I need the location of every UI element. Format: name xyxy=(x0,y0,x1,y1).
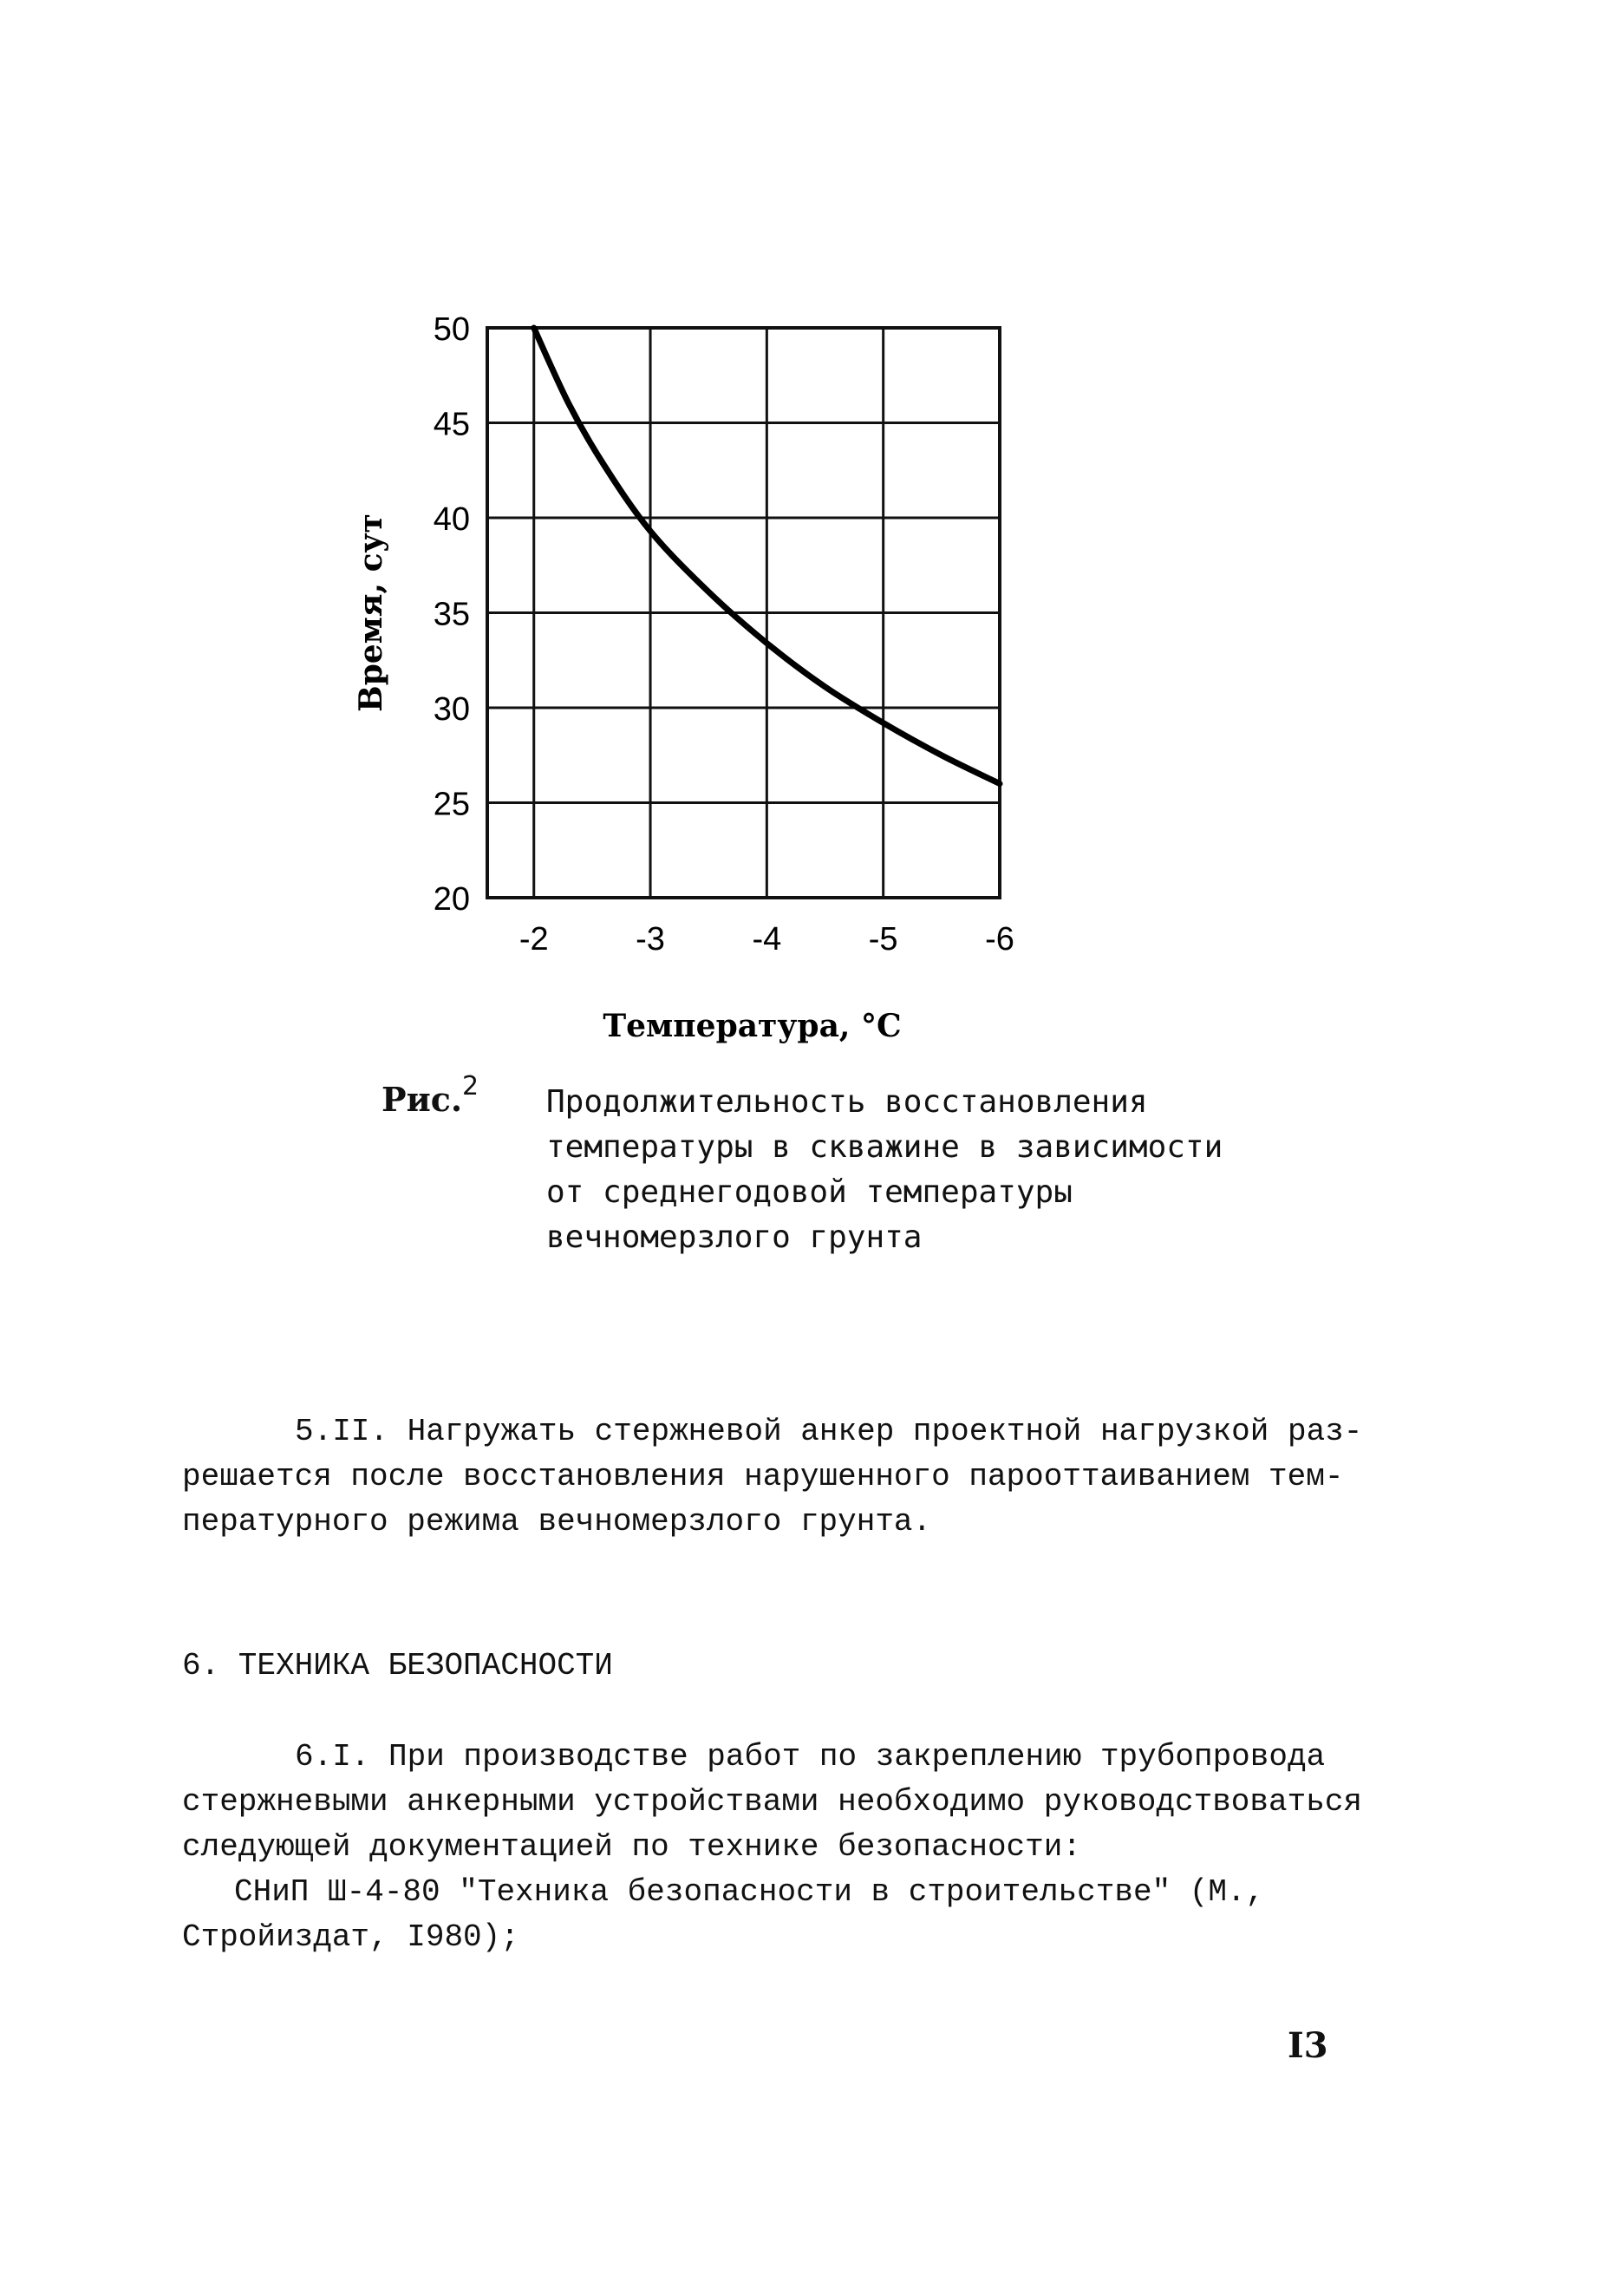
page-number: I3 xyxy=(1288,2025,1328,2066)
caption-line: температуры в скважине в зависимости xyxy=(546,1129,1223,1165)
paragraph-line: 5.II. Нагружать стержневой анкер проектной нагрузкой раз- xyxy=(295,1414,1363,1449)
paragraph-5-11 xyxy=(182,1409,1363,1545)
x-tick-label: -4 xyxy=(752,921,782,958)
y-tick-label: 30 xyxy=(433,691,470,728)
paragraph-line: следующей документацией по технике безопасности: xyxy=(182,1829,1081,1865)
paragraph-line: решается после восстановления нарушенного парооттаиванием тем- xyxy=(182,1459,1344,1494)
x-tick-label: -3 xyxy=(636,921,665,958)
figure-label: Рис. xyxy=(382,1080,463,1119)
caption-line: вечномерзлого грунта xyxy=(546,1219,923,1255)
y-tick-label: 45 xyxy=(433,406,470,443)
section-heading: 6. ТЕХНИКА БЕЗОПАСНОСТИ xyxy=(182,1648,613,1683)
temperature-recovery-chart xyxy=(329,295,1110,1044)
y-tick-label: 40 xyxy=(433,501,470,538)
chart-grid xyxy=(487,328,1000,898)
caption-line: от среднегодовой температуры xyxy=(546,1174,1073,1210)
x-axis-label: Температура, °C xyxy=(603,1008,902,1044)
x-tick-label: -2 xyxy=(519,921,549,958)
paragraph-line: СНиП Ш-4-80 "Техника безопасности в строительстве" (М., xyxy=(234,1874,1265,1910)
caption-line: Продолжительность восстановления xyxy=(546,1084,1148,1120)
paragraph-line: Стройиздат, I980); xyxy=(182,1919,519,1955)
y-tick-labels xyxy=(434,311,470,918)
paragraph-line: стержневыми анкерными устройствами необходимо руководствоваться xyxy=(182,1784,1363,1820)
paragraph-line: пературного режима вечномерзлого грунта. xyxy=(182,1504,932,1539)
x-tick-label: -5 xyxy=(868,921,898,958)
paragraph-line: 6.I. При производстве работ по закреплению трубопровода xyxy=(295,1739,1326,1775)
x-tick-label: -6 xyxy=(985,921,1014,958)
x-tick-labels xyxy=(519,921,1014,958)
y-axis-label: Время, сут xyxy=(353,513,389,712)
y-tick-label: 25 xyxy=(433,786,470,823)
y-tick-label: 50 xyxy=(433,311,470,348)
paragraph-6-1 xyxy=(182,1735,1363,1960)
figure-number: 2 xyxy=(462,1071,479,1102)
y-tick-label: 35 xyxy=(433,596,470,633)
y-tick-label: 20 xyxy=(433,881,470,918)
figure-caption xyxy=(546,1080,1327,1260)
